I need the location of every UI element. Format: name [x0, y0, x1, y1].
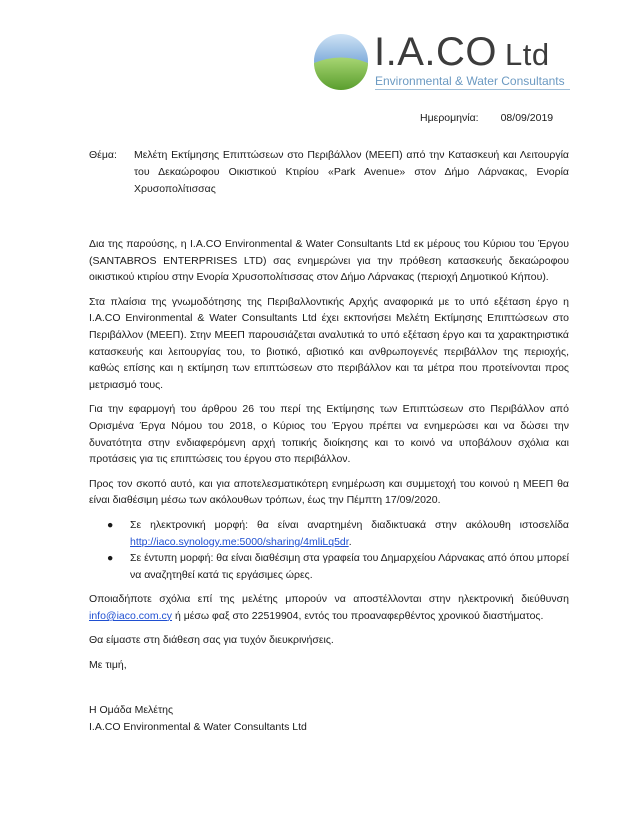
logo-tagline: Environmental & Water Consultants [375, 74, 565, 88]
signature-team: Η Ομάδα Μελέτης [89, 703, 174, 716]
date-label: Ημερομηνία: [420, 112, 479, 124]
signature-company: I.A.CO Environmental & Water Consultants Ltd [89, 720, 307, 733]
paragraph: Προς τον σκοπό αυτό, και για αποτελεσματικότερη ενημέρωση και συμμετοχή του κοινού η ΜΕΕΠ θα είναι διαθέσιμη μέσω των ακόλουθων τρόπων, έως την Πέμπτη 17/09/2020. [89, 477, 569, 507]
study-download-link[interactable]: http://iaco.synology.me:5000/sharing/4mliLq5dr [130, 535, 349, 548]
date-value: 08/09/2019 [500, 112, 554, 124]
electronic-end: . [348, 535, 352, 548]
contact-paragraph [89, 591, 569, 624]
availability-list [89, 517, 569, 583]
email-link[interactable]: info@iaco.com.cy [89, 609, 173, 622]
contact-before: Οποιαδήποτε σχόλια επί της μελέτης μπορούν να αποστέλλονται στην ηλεκτρονική διεύθυνση [89, 593, 569, 606]
print-text: Σε έντυπη μορφή: θα είναι διαθέσιμη στα γραφεία του Δημαρχείου Λάρνακας από όπου μπορεί να αναζητηθεί κατά τις εργάσιμες ώρες. [130, 552, 569, 581]
date-row [420, 112, 553, 124]
contact-after: ή μέσω φαξ στο 22519904, εντός του προαναφερθέντος χρονικού διαστήματος. [172, 609, 544, 622]
list-item-print [107, 550, 569, 583]
bullet-icon: ● [107, 518, 114, 531]
paragraph: Δια της παρούσης, η I.A.CO Environmental & Water Consultants Ltd εκ μέρους του Κύριου του Έργου (SANTABROS ENTERPRISES LTD) σας ενημερώνει για την πρόθεση κατασκευής δεκαώροφου οικιστικού κτιρίου στην Ενορία Χρυσοπολίτισσας στον Δήμο Λάρνακας (περιοχή Δημοτικού Κήπου). [89, 238, 569, 284]
company-logo [312, 30, 572, 90]
closing-line: Θα είμαστε στη διάθεση σας για τυχόν διευκρινήσεις. [89, 634, 334, 647]
subject-label: Θέμα: [89, 149, 117, 161]
bullet-icon: ● [107, 552, 114, 565]
signature-block [89, 702, 569, 736]
logo-wordmark: I.A.CO Ltd [374, 30, 550, 74]
electronic-text: Σε ηλεκτρονική μορφή: θα είναι αναρτημένη διαδικτυακά στην ακόλουθη ιστοσελίδα [130, 518, 569, 531]
paragraph: Για την εφαρμογή του άρθρου 26 του περί της Εκτίμησης των Επιπτώσεων στο Περιβάλλον από Ορισμένα Έργα Νόμου του 2018, ο Κύριος του Έργου πρέπει να ενημερώσει και να δώσει την δυνατότητα στην ενδιαφερόμενη αρχή τοπικής διοίκησης και το κοινό να υποβάλουν σχόλια και προτάσεις για τις επιπτώσεις του έργου στο περιβάλλον. [89, 403, 569, 466]
subject-text: Μελέτη Εκτίμησης Επιπτώσεων στο Περιβάλλον (ΜΕΕΠ) από την Κατασκευή και Λειτουργία του Δεκαώροφου Οικιστικού Κτιρίου «Park Avenue» στον Δήμο Λάρνακας, Ενορία Χρυσοπολίτισσας [134, 149, 569, 195]
paragraph: Στα πλαίσια της γνωμοδότησης της Περιβαλλοντικής Αρχής αναφορικά με το υπό εξέταση έργο η I.A.CO Environmental & Water Consultants Ltd έχει εκπονήσει Μελέτη Εκτίμησης Επιπτώσεων στο Περιβάλλον (ΜΕΕΠ). Στην ΜΕΕΠ παρουσιάζεται αναλυτικά το υπό εξέταση έργο και τα χαρακτηριστικά κατασκευής και λειτουργίας του, το βιοτικό, αβιοτικό και ανθρωπογενές περιβάλλον της περιοχής, καθώς επίσης και η εκτίμηση των επιπτώσεων στο περιβάλλον και τα μέτρα που προτείνονται προς μετριασμό τους. [89, 295, 569, 391]
subject-block [89, 147, 569, 198]
logo-divider [375, 89, 570, 90]
globe-logo-icon [312, 32, 370, 90]
regards-line: Με τιμή, [89, 659, 127, 672]
letter-body [89, 236, 569, 736]
list-item-electronic [107, 517, 569, 550]
